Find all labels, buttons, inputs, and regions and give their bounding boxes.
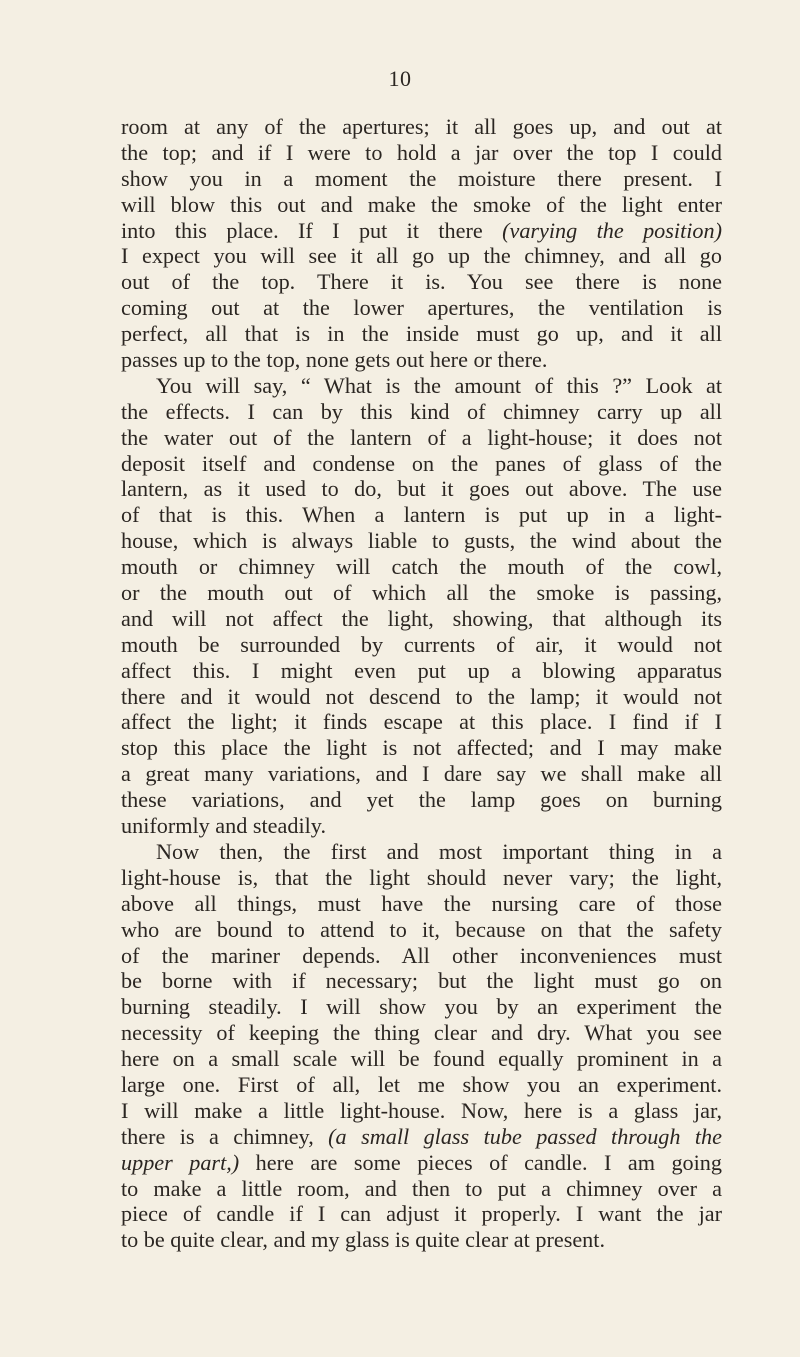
text-line: You will say, “ What is the amount of this ?” Look at [156, 372, 722, 398]
text-line: house, which is always liable to gusts, the wind about the [121, 528, 722, 554]
text-line: a great many variations, and I dare say we shall make all [121, 761, 722, 787]
text-line: the top; and if I were to hold a jar over the top I could [121, 139, 722, 165]
text-line: Now then, the first and most important thing in a [156, 838, 722, 864]
text-line: perfect, all that is in the inside must go up, and it all [121, 321, 722, 347]
italic-stage-direction: (varying the position) [502, 217, 722, 243]
text-line: light-house is, that the light should never vary; the light, [121, 864, 722, 890]
text-line [121, 1124, 722, 1150]
text-line: room at any of the apertures; it all goes up, and out at [121, 114, 722, 139]
body-text [121, 114, 722, 1253]
text-line: show you in a moment the moisture there present. I [121, 165, 722, 191]
text-line: deposit itself and condense on the panes of glass of the [121, 450, 722, 476]
italic-stage-direction: (a small glass tube passed through the [328, 1123, 722, 1149]
text-line: I expect you will see it all go up the chimney, and all go [121, 243, 722, 269]
text-line: necessity of keeping the thing clear and dry. What you see [121, 1020, 722, 1046]
text-line: these variations, and yet the lamp goes on burning [121, 787, 722, 813]
italic-stage-direction: upper part,) [121, 1149, 240, 1175]
page-number: 10 [388, 66, 412, 91]
text-line: to make a little room, and then to put a chimney over a [121, 1175, 722, 1201]
text-line: the water out of the lantern of a light-house; it does not [121, 424, 722, 450]
text-span: into this place. If I put it there [121, 217, 483, 243]
text-line: stop this place the light is not affected; and I may make [121, 735, 722, 761]
text-line [121, 1150, 722, 1176]
text-line: I will make a little light-house. Now, here is a glass jar, [121, 1097, 722, 1123]
text-line [121, 218, 722, 244]
text-line: passes up to the top, none gets out here or there. [121, 347, 548, 373]
text-span: there is a chimney, [121, 1123, 314, 1149]
text-line: who are bound to attend to it, because on that the safety [121, 916, 722, 942]
text-line: of that is this. When a lantern is put up in a light- [121, 502, 722, 528]
text-line: will blow this out and make the smoke of the light enter [121, 191, 722, 217]
text-line: affect this. I might even put up a blowing apparatus [121, 657, 722, 683]
text-line: mouth be surrounded by currents of air, it would not [121, 631, 722, 657]
text-line: or the mouth out of which all the smoke is passing, [121, 580, 722, 606]
text-line: out of the top. There it is. You see there is none [121, 269, 722, 295]
text-line: above all things, must have the nursing care of those [121, 890, 722, 916]
text-line: large one. First of all, let me show you an experiment. [121, 1071, 722, 1097]
text-line: to be quite clear, and my glass is quite clear at present. [121, 1227, 605, 1253]
text-line: of the mariner depends. All other inconveniences must [121, 942, 722, 968]
text-line: here on a small scale will be found equally prominent in a [121, 1046, 722, 1072]
text-line: piece of candle if I can adjust it properly. I want the jar [121, 1201, 722, 1227]
text-line: there and it would not descend to the lamp; it would not [121, 683, 722, 709]
text-line: the effects. I can by this kind of chimney carry up all [121, 398, 722, 424]
text-line: affect the light; it finds escape at this place. I find if I [121, 709, 722, 735]
text-line: mouth or chimney will catch the mouth of the cowl, [121, 554, 722, 580]
text-line: coming out at the lower apertures, the ventilation is [121, 295, 722, 321]
text-line: burning steadily. I will show you by an experiment the [121, 994, 722, 1020]
text-line: lantern, as it used to do, but it goes out above. The use [121, 476, 722, 502]
text-span: here are some pieces of candle. I am going [255, 1149, 722, 1175]
text-line: uniformly and steadily. [121, 813, 326, 839]
text-line: and will not affect the light, showing, that although its [121, 605, 722, 631]
text-line: be borne with if necessary; but the light must go on [121, 968, 722, 994]
